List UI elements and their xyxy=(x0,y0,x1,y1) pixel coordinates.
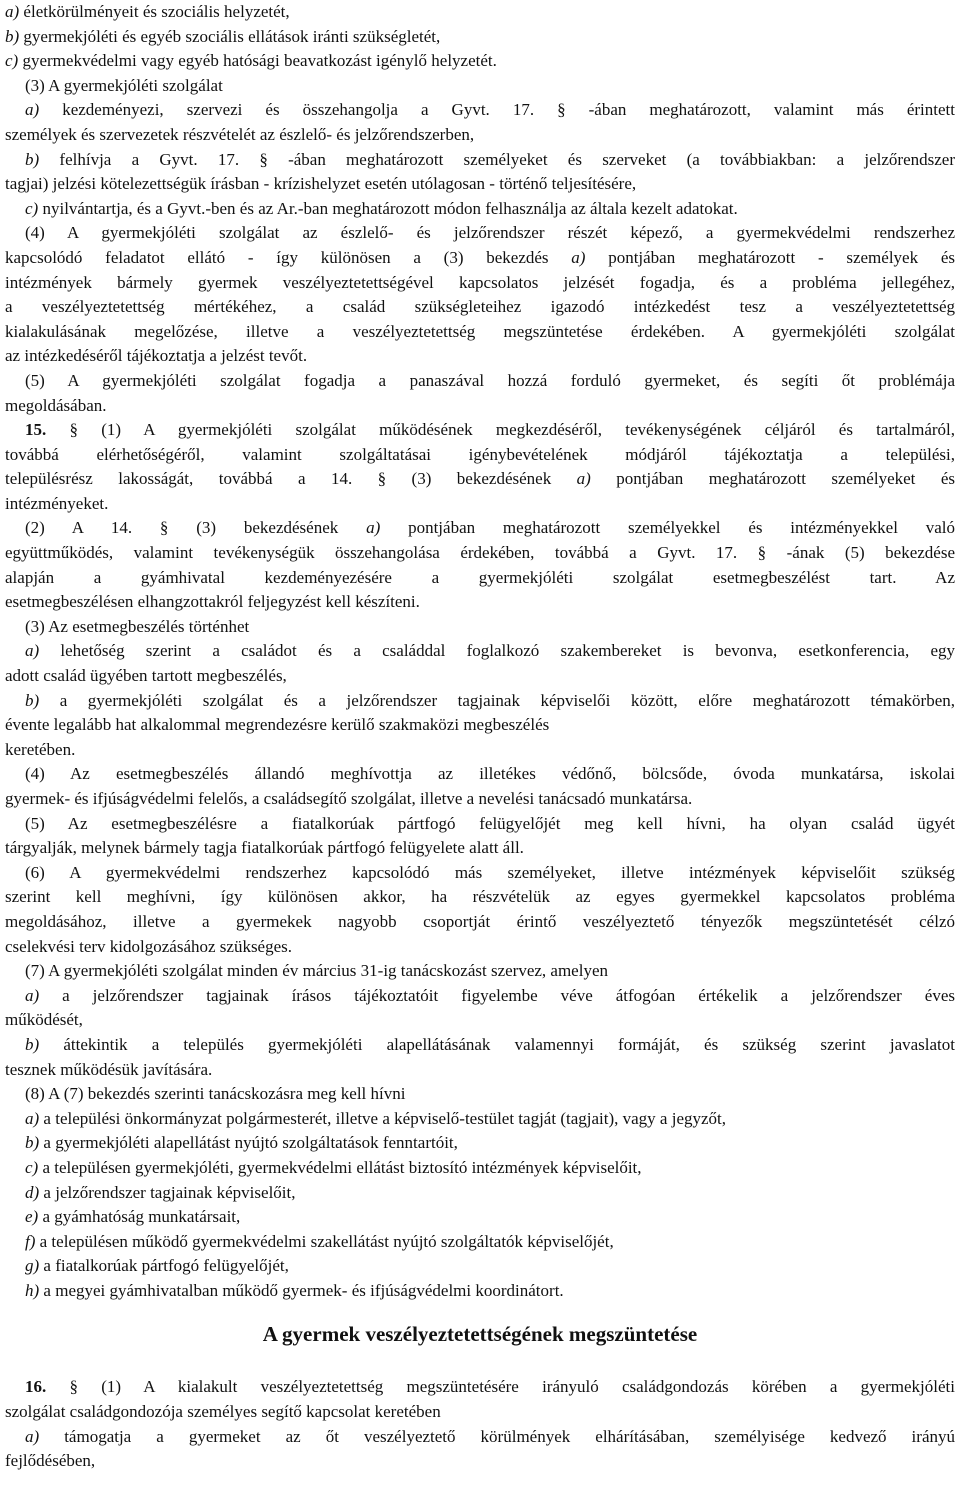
text-line: együttműködés, valamint tevékenységük összehangolása érdekében, továbbá a Gyvt. 17. § -ának (5) bekezdése xyxy=(5,543,955,563)
text-line: c) gyermekvédelmi vagy egyéb hatósági beavatkozást igénylő helyzetét. xyxy=(5,51,497,71)
text-line: a) a jelzőrendszer tagjainak írásos tájékoztatóit figyelembe véve átfogóan értékelik a jelzőrendszer éves xyxy=(25,985,955,1005)
text-line: tagjai) jelzési kötelezettségük írásban - krízishelyzet esetén utólagosan - történő teljesítésére, xyxy=(5,174,637,194)
text-line: intézményeket. xyxy=(5,493,109,513)
text-line: (2) A 14. § (3) bekezdésének a) pontjában meghatározott személyekkel és intézményekkel való xyxy=(25,518,955,538)
text-line: a veszélyeztetettség mértékéhez, a család szükségleteihez igazodó intézkedést tesz a veszélyeztetettség xyxy=(5,297,955,317)
text-line: c) a településen gyermekjóléti, gyermekvédelmi ellátást biztosító intézmények képviselőit, xyxy=(25,1157,642,1177)
text-line: (3) Az esetmegbeszélés történhet xyxy=(25,616,250,636)
section-heading: A gyermek veszélyeztetettségének megszüntetése xyxy=(262,1322,698,1347)
text-line: az intézkedéséről tájékoztatja a jelzést tevőt. xyxy=(5,346,308,366)
text-line: b) a gyermekjóléti alapellátást nyújtó szolgáltatások fenntartóit, xyxy=(25,1133,458,1153)
text-line: (5) A gyermekjóléti szolgálat fogadja a panaszával hozzá forduló gyermeket, és segíti őt problémája xyxy=(25,370,955,390)
text-line: a) életkörülményeit és szociális helyzetét, xyxy=(5,2,290,21)
text-line: keretében. xyxy=(5,739,76,759)
text-line: szolgálat családgondozója személyes segítő kapcsolat keretében xyxy=(5,1402,441,1422)
text-line: b) a gyermekjóléti szolgálat és a jelzőrendszer tagjainak képviselői között, előre meghatározott témakörben, xyxy=(25,690,955,710)
text-line: kapcsolódó feladatot ellátó - így különösen a (3) bekezdés a) pontjában meghatározott - személyek és xyxy=(5,247,955,267)
text-line: (6) A gyermekvédelmi rendszerhez kapcsolódó más személyeket, illetve intézmények képviselőit szükség xyxy=(25,862,955,882)
text-line: (4) A gyermekjóléti szolgálat az észlelő- és jelzőrendszer részét képező, a gyermekvédelmi rendszerhez xyxy=(25,223,955,243)
text-line: tesznek működésük javítására. xyxy=(5,1059,213,1079)
text-line: adott család ügyében tartott megbeszélés, xyxy=(5,666,287,686)
text-line: megoldásában. xyxy=(5,395,107,415)
text-line: településrész lakosságát, továbbá a 14. § (3) bekezdésének a) pontjában meghatározott személyeket és xyxy=(5,469,955,489)
text-line: fejlődésében, xyxy=(5,1451,96,1471)
text-line: c) nyilvántartja, és a Gyvt.-ben és az Ar.-ban meghatározott módon felhasználja az általa kezelt adatokat. xyxy=(25,198,738,218)
text-line: gyermek- és ifjúságvédelmi felelős, a családsegítő szolgálat, illetve a nevelési tanácsadó munkatársa. xyxy=(5,789,693,808)
text-line: b) áttekintik a település gyermekjóléti alapellátásának valamennyi formáját, és szükség szerint javaslatot xyxy=(25,1034,955,1054)
text-line: továbbá elérhetőségéről, valamint szolgáltatásai igénybevételének módjáról tájékoztatja a települési, xyxy=(5,444,955,464)
text-line: b) felhívja a Gyvt. 17. § -ában meghatározott személyeket és szerveket (a továbbiakban: a jelzőrendszer xyxy=(25,149,955,169)
text-line: d) a jelzőrendszer tagjainak képviselőit, xyxy=(25,1182,296,1202)
text-line: kialakulásának megelőzése, illetve a veszélyeztetettség megszüntetése érdekében. A gyermekjóléti szolgálat xyxy=(5,321,955,341)
text-line: (7) A gyermekjóléti szolgálat minden év március 31-ig tanácskozást szervez, amelyen xyxy=(25,961,608,981)
text-line: (4) Az esetmegbeszélés állandó meghívottja az illetékes védőnő, bölcsőde, óvoda munkatársa, iskolai xyxy=(25,764,955,784)
text-line: (3) A gyermekjóléti szolgálat xyxy=(25,75,223,95)
text-line: személyek és szervezetek részvételét az észlelő- és jelzőrendszerben, xyxy=(5,124,475,144)
text-line: tárgyalják, melynek bármely tagja fiatalkorúak pártfogó felügyelete alatt áll. xyxy=(5,838,524,858)
text-line: (5) Az esetmegbeszélésre a fiatalkorúak pártfogó felügyelőjét meg kell hívni, ha olyan család ügyét xyxy=(25,813,955,833)
text-line: évente legalább hat alkalommal megrendezésre kerülő szakmaközi megbeszélés xyxy=(5,715,550,735)
text-line: intézmények bármely gyermek veszélyeztetettségével kapcsolatos jelzését fogadja, és a probléma jellegéhez, xyxy=(5,272,955,292)
text-line: 16. § (1) A kialakult veszélyeztetettség megszüntetésére irányuló családgondozás körében a gyermekjóléti xyxy=(25,1377,955,1397)
text-line: h) a megyei gyámhivatalban működő gyermek- és ifjúságvédelmi koordinátort. xyxy=(25,1280,564,1300)
text-line: esetmegbeszélésen elhangzottakról feljegyzést kell készíteni. xyxy=(5,592,420,612)
text-line: (8) A (7) bekezdés szerinti tanácskozásra meg kell hívni xyxy=(25,1084,406,1104)
text-line: a) a települési önkormányzat polgármesterét, illetve a képviselő-testület tagját (tagjait), vagy a jegyzőt, xyxy=(25,1108,727,1128)
text-line: alapján a gyámhivatal kezdeményezésére a gyermekjóléti szolgálat esetmegbeszélést tart. Az xyxy=(5,567,955,587)
text-line: szerint kell meghívni, így különösen akkor, ha részvételük az egyes gyermekkel kapcsolatos probléma xyxy=(5,887,955,907)
text-line: megoldásához, illetve a gyermekek nagyobb csoportját érintő veszélyeztető tényezők megszüntetését célzó xyxy=(5,911,955,931)
text-line: működését, xyxy=(5,1010,83,1030)
text-line: a) lehetőség szerint a családot és a családdal foglalkozó szakembereket is bevonva, esetkonferencia, egy xyxy=(25,641,955,661)
text-line: 15. § (1) A gyermekjóléti szolgálat működésének megkezdéséről, tevékenységének céljáról és tartalmáról, xyxy=(25,420,955,440)
body-text-before-heading xyxy=(5,0,955,1303)
text-line: g) a fiatalkorúak pártfogó felügyelőjét, xyxy=(25,1256,289,1276)
text-line: a) támogatja a gyermeket az őt veszélyeztető körülmények elhárításában, személyisége kedvező irányú xyxy=(25,1426,955,1446)
text-line: e) a gyámhatóság munkatársait, xyxy=(25,1207,241,1227)
text-line: f) a településen működő gyermekvédelmi szakellátást nyújtó szolgáltatók képviselőjét, xyxy=(25,1231,614,1251)
body-text-after-heading xyxy=(5,1375,955,1473)
text-line: b) gyermekjóléti és egyéb szociális ellátások iránti szükségletét, xyxy=(5,26,441,46)
text-line: a) kezdeményezi, szervezi és összehangolja a Gyvt. 17. § -ában meghatározott, valamint más érintett xyxy=(25,100,955,120)
text-line: cselekvési terv kidolgozásához szükséges. xyxy=(5,936,293,956)
